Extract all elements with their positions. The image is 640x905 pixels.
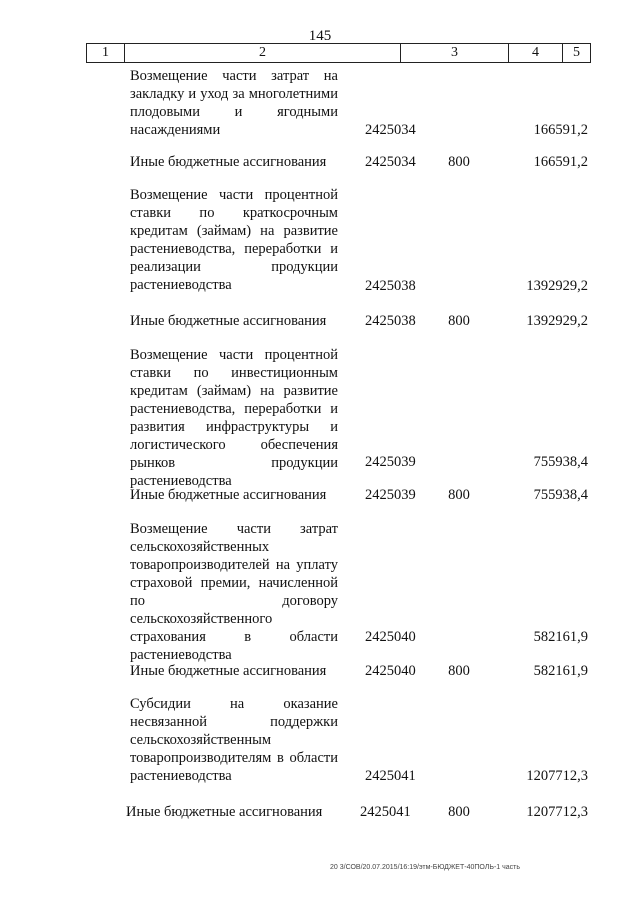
row-code: 2425040 [365, 663, 416, 679]
row-code: 2425039 [365, 487, 416, 503]
row-amount: 755938,4 [533, 454, 588, 470]
row-code: 2425034 [365, 154, 416, 170]
row-amount: 582161,9 [533, 663, 588, 679]
row-description: Возмещение части затрат сельскохозяйственных товаропроизводителей на уплату страховой премии, начисленной по договору сельскохозяйственного страхования в области растениеводства [130, 521, 338, 663]
row-expense-type: 800 [448, 313, 470, 329]
row-expense-type: 800 [448, 154, 470, 170]
row-amount: 1207712,3 [526, 768, 588, 784]
row-code: 2425038 [365, 278, 416, 294]
row-amount: 1392929,2 [526, 278, 588, 294]
row-description: Иные бюджетные ассигнования [126, 804, 323, 820]
page-number: 145 [308, 28, 332, 44]
row-code: 2425039 [365, 454, 416, 470]
row-amount: 166591,2 [533, 154, 588, 170]
column-header-2: 2 [125, 44, 401, 62]
row-description: Иные бюджетные ассигнования [130, 487, 327, 503]
row-description: Иные бюджетные ассигнования [130, 313, 327, 329]
row-description: Возмещение части процентной ставки по краткосрочным кредитам (займам) на развитие растениеводства, переработки и реализации продукции растениеводства [130, 187, 338, 293]
row-description: Возмещение части затрат на закладку и уход за многолетними плодовыми и ягодными насаждениями [130, 68, 338, 138]
row-description: Иные бюджетные ассигнования [130, 663, 327, 679]
row-amount: 1392929,2 [526, 313, 588, 329]
row-code: 2425041 [365, 768, 416, 784]
row-expense-type: 800 [448, 487, 470, 503]
row-code: 2425040 [365, 629, 416, 645]
row-description: Возмещение части процентной ставки по инвестиционным кредитам (займам) на развитие растениеводства, переработки и развития инфраструктуры и логистического обеспечения рынков продукции растениеводства [130, 347, 338, 489]
row-description: Иные бюджетные ассигнования [130, 154, 327, 170]
row-amount: 755938,4 [533, 487, 588, 503]
row-amount: 166591,2 [533, 122, 588, 138]
row-amount: 1207712,3 [526, 804, 588, 820]
row-code: 2425034 [365, 122, 416, 138]
footer-note: 20 3/СОВ/20.07.2015/16:19/этм-БЮДЖЕТ-40ПОЛЬ-1 часть [330, 864, 521, 871]
row-expense-type: 800 [448, 663, 470, 679]
row-code: 2425038 [365, 313, 416, 329]
column-header-1: 1 [87, 44, 125, 62]
row-expense-type: 800 [448, 804, 470, 820]
column-header-5: 5 [573, 45, 580, 60]
row-amount: 582161,9 [533, 629, 588, 645]
column-header-4: 4 [509, 44, 563, 62]
column-header-3: 3 [401, 44, 509, 62]
row-code: 2425041 [360, 804, 411, 820]
column-header-row [86, 43, 591, 63]
row-description: Субсидии на оказание несвязанной поддержки сельскохозяйственным товаропроизводителям в области растениеводства [130, 696, 338, 784]
